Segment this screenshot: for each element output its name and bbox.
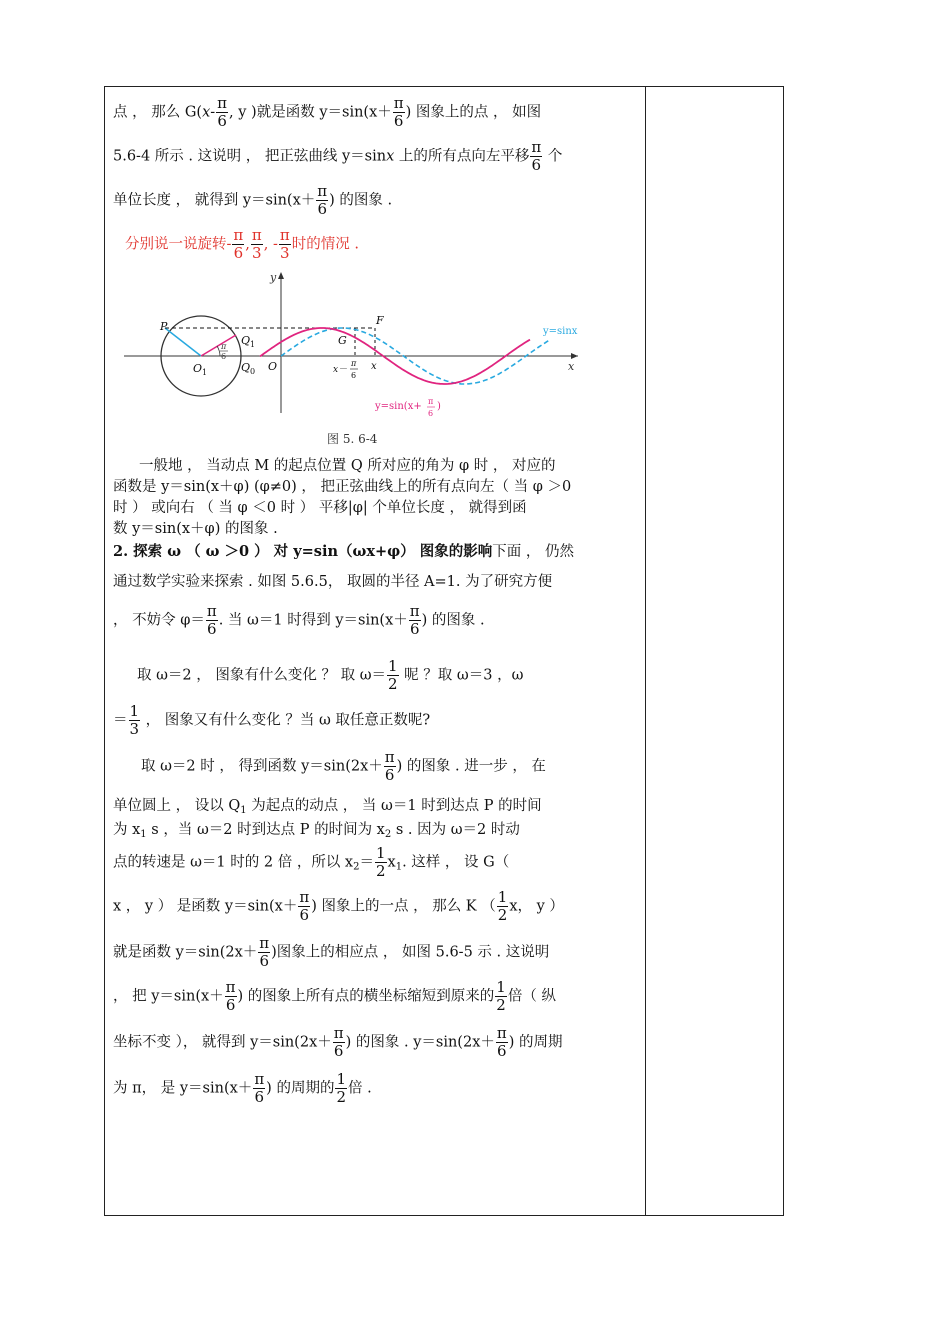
fraction-1-2: $\frac{1}{2}$ — [497, 888, 508, 924]
label-Q0: $Q_0$ — [241, 361, 256, 376]
figure-caption: 图 5. 6-4 — [327, 432, 378, 446]
fraction-1-2: $\frac{1}{2}$ — [375, 844, 386, 880]
label-O1: $O_1$ — [193, 362, 208, 377]
legend-shift-6: 6 — [428, 409, 434, 418]
explore-line-3: ， 不妨令 φ＝ $\frac{\pi}{6}$ . 当 ω＝1 时得到 y＝sin(x＋ $\frac{\pi}{6}$ ) 的图象 . — [113, 602, 485, 638]
angle-label-pi: π — [221, 342, 227, 351]
y-axis-arrow-icon — [278, 272, 284, 279]
label-P: P — [160, 320, 168, 333]
take-omega-2-line: 取 ω＝2 时 ， 得到函数 y＝sin(2x＋ $\frac{\pi}{6}$ ) 的图象 . 进一步 ， 在 — [141, 748, 546, 784]
fraction-pi-6: $\frac{\pi}{6}$ — [206, 602, 217, 638]
label-x-tick: x — [371, 361, 377, 372]
point-g-line: x ， y ） 是函数 y＝sin(x＋ $\frac{\pi}{6}$ ) 图象上的一点 ， 那么 K （ $\frac{1}{2}$ x， y ） — [113, 888, 564, 924]
label-F: F — [376, 314, 384, 327]
general-line-3: 时 ） 或向右 （ 当 φ ＜0 时 ） 平移|φ| 个单位长度 ， 就得到函 — [113, 500, 527, 516]
x-axis-label: x — [568, 360, 575, 373]
period-line: 为 π， 是 y＝sin(x＋ $\frac{\pi}{6}$ ) 的周期的 $\frac{1}{2}$ 倍 . — [113, 1070, 372, 1106]
fraction-pi-6: $\frac{\pi}{6}$ — [531, 138, 542, 174]
line-1: 点 ， 那么 G(x- $\frac{\pi}{6}$ , y )就是函数 y＝sin(x＋ $\frac{\pi}{6}$ ) 图象上的点 ， 如图 — [113, 94, 542, 130]
general-line-4: 数 y＝sin(x＋φ) 的图象 . — [113, 521, 278, 537]
fraction-pi-6: $\frac{\pi}{6}$ — [233, 226, 244, 262]
fraction-pi-6: $\frac{\pi}{6}$ — [317, 182, 328, 218]
fraction-pi-6: $\frac{\pi}{6}$ — [217, 94, 228, 130]
explore-line-2: 通过数学实验来探索 . 如图 5.6.5， 取圆的半径 A=1. 为了研究方便 — [113, 574, 553, 590]
fraction-1-3: $\frac{1}{3}$ — [129, 702, 140, 738]
label-Q1: $Q_1$ — [241, 334, 256, 349]
fraction-pi-6: $\frac{\pi}{6}$ — [254, 1070, 265, 1106]
time-line: 为 $x_1$ s ，当 ω＝2 时到达点 P 的时间为 $x_2$ s . 因为 ω＝2 时动 — [113, 822, 520, 840]
legend-shift-close: ) — [437, 401, 441, 412]
fraction-pi-3: $\frac{\pi}{3}$ — [279, 226, 290, 262]
general-line-1: 一般地 ， 当动点 M 的起点位置 Q 所对应的角为 φ 时 ， 对应的 — [139, 458, 556, 474]
ordinate-line: 坐标不变 ）， 就得到 y＝sin(2x＋ $\frac{\pi}{6}$ ) 的图象 . y＝sin(2x＋ $\frac{\pi}{6}$ ) 的周期 — [113, 1024, 563, 1060]
shrink-line: ， 把 y＝sin(x＋ $\frac{\pi}{6}$ ) 的图象上所有点的横坐标缩短到原来的 $\frac{1}{2}$ 倍（ 纵 — [113, 978, 556, 1014]
fraction-pi-3: $\frac{\pi}{3}$ — [251, 226, 262, 262]
x-axis-arrow-icon — [571, 353, 578, 359]
fraction-1-2: $\frac{1}{2}$ — [496, 978, 506, 1014]
radius-to-Q1 — [201, 335, 236, 356]
line-2: 5.6-4 所示 . 这说明 ， 把正弦曲线 y＝sinx 上的所有点向左平移 $\frac{\pi}{6}$ 个 — [113, 138, 563, 174]
fraction-pi-6: $\frac{\pi}{6}$ — [333, 1024, 344, 1060]
section-heading: 2. 探索 ω （ ω ＞0 ） 对 y=sin（ωx+φ） 图象的影响下面 ， 仍然 — [113, 543, 574, 560]
general-line-2: 函数是 y＝sin(x＋φ) (φ≠0) ， 把正弦曲线上的所有点向左（ 当 φ ＞0 — [113, 479, 572, 495]
legend-y-sin-shift: y=sin(x+ — [375, 401, 422, 412]
fraction-1-2: $\frac{1}{2}$ — [388, 657, 398, 693]
fraction-pi-6: $\frac{\pi}{6}$ — [299, 888, 310, 924]
label-x-minus-6: 6 — [351, 371, 357, 380]
omega-question-1: 取 ω＝2 ， 图象有什么变化 ？ 取 ω＝ $\frac{1}{2}$ 呢 ？取 ω＝3 ，ω — [137, 657, 524, 693]
unit-circle-line: 单位圆上 ， 设以 $Q_1$ 为起点的动点 ， 当 ω＝1 时到达点 P 的时间 — [113, 798, 542, 816]
figure-5-6-4 — [120, 268, 590, 428]
omega-question-2: ＝ $\frac{1}{3}$ ， 图象又有什么变化 ？当 ω 取任意正数呢? — [113, 702, 431, 738]
fraction-pi-6: $\frac{\pi}{6}$ — [384, 748, 395, 784]
label-O: O — [268, 360, 278, 373]
fraction-pi-6: $\frac{\pi}{6}$ — [225, 978, 236, 1014]
angle-arc — [217, 346, 220, 356]
fraction-pi-6: $\frac{\pi}{6}$ — [496, 1024, 507, 1060]
label-x-minus-pi: π — [351, 359, 357, 368]
fraction-1-2: $\frac{1}{2}$ — [336, 1070, 346, 1106]
fraction-pi-6: $\frac{\pi}{6}$ — [259, 934, 270, 970]
fraction-pi-6: $\frac{\pi}{6}$ — [393, 94, 404, 130]
speed-line: 点的转速是 ω＝1 时的 2 倍 ，所以 $x_2=$ $\frac{1}{2}$ $x_1$. 这样 ， 设 G（ — [113, 844, 510, 880]
legend-y-sinx: y=sinx — [543, 326, 578, 337]
y-axis-label: y — [270, 271, 277, 284]
label-x-minus: x－ — [333, 365, 348, 375]
corresponding-point-line: 就是函数 y＝sin(2x＋ $\frac{\pi}{6}$ )图象上的相应点 ， 如图 5.6-5 示 . 这说明 — [113, 934, 550, 970]
fraction-pi-6: $\frac{\pi}{6}$ — [409, 602, 420, 638]
column-divider — [645, 86, 646, 1216]
legend-shift-pi: π — [428, 397, 434, 406]
label-G: G — [338, 334, 347, 347]
line-3: 单位长度 ， 就得到 y＝sin(x＋ $\frac{\pi}{6}$ ) 的图象 . — [113, 182, 393, 218]
red-prompt: 分别说一说旋转- $\frac{\pi}{6}$ , $\frac{\pi}{3}$ , - $\frac{\pi}{3}$ 时的情况 . — [125, 226, 359, 262]
angle-label-6: 6 — [221, 352, 227, 361]
radius-to-P — [165, 328, 201, 356]
